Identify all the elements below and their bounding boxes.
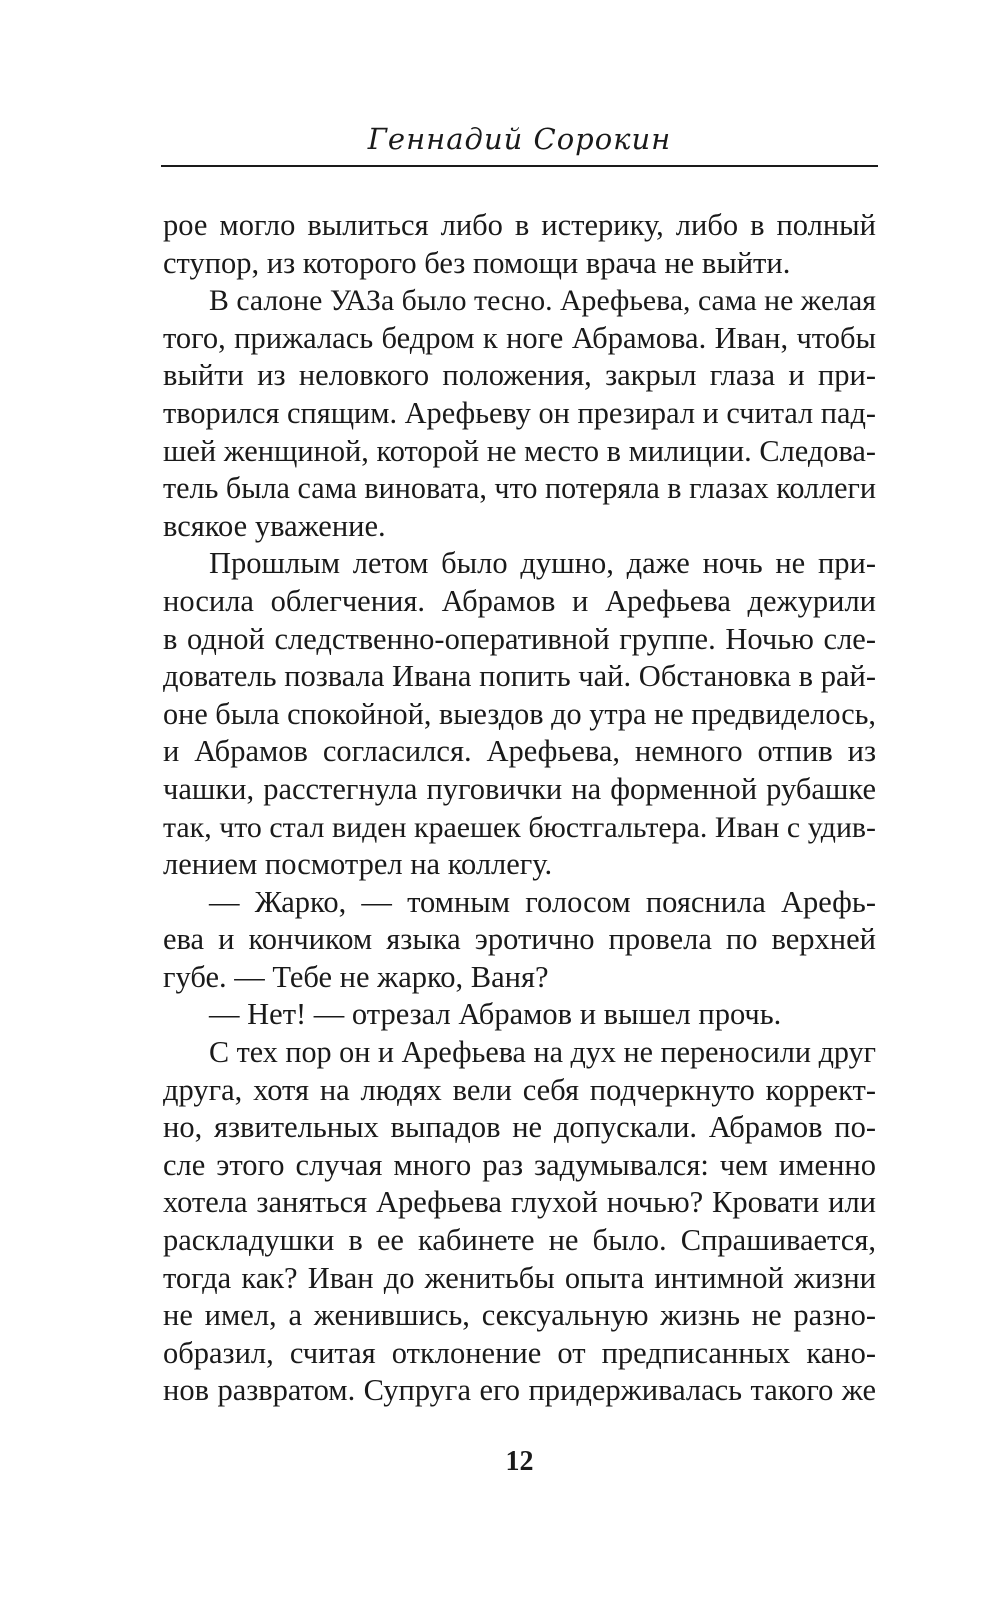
text-line: тель была сама виновата, что потеряла в глазах коллеги [163,471,876,506]
text-line: ева и кончиком языка эротично провела по верхней [163,922,876,957]
text-line: дователь позвала Ивана попить чай. Обстановка в рай- [163,659,876,694]
text-line: в одной следственно-оперативной группе. Ночью сле- [163,621,876,656]
body-text [163,207,876,1410]
text-line: выйти из неловкого положения, закрыл глаза и при- [163,358,876,393]
text-line: рое могло вылиться либо в истерику, либо в полный [163,208,876,242]
text-line: носила облегчения. Абрамов и Арефьева дежурили [163,583,876,618]
text-line: губе. — Тебе не жарко, Ваня? [163,959,549,994]
text-line: нов развратом. Супруга его придерживалась такого же [163,1373,876,1408]
text-line: В салоне УАЗа было тесно. Арефьева, сама не желая [209,284,876,318]
paragraph [163,545,876,883]
paragraph [163,996,876,1034]
text-line: так, что стал виден краешек бюстгальтера. Иван с удив- [163,810,876,844]
text-line: — Нет! — отрезал Абрамов и вышел прочь. [209,997,782,1032]
text-line: чашки, расстегнула пуговички на форменной рубашке [163,771,876,806]
text-line: образил, считая отклонение от предписанных кано- [163,1335,876,1370]
text-line: ступор, из которого без помощи врача не выйти. [163,245,791,280]
text-line: но, язвительных выпадов не допускали. Абрамов по- [163,1110,876,1145]
text-line: творился спящим. Арефьеву он презирал и считал пад- [163,395,876,430]
text-line: тогда как? Иван до женитьбы опыта интимной жизни [163,1260,876,1295]
text-line: лением посмотрел на коллегу. [163,847,553,882]
text-line: оне была спокойной, выездов до утра не предвиделось, [163,696,876,731]
text-line: не имел, а женившись, сексуальную жизнь не разно- [163,1298,876,1333]
paragraph [163,207,876,282]
page-number: 12 [505,1446,534,1477]
text-line: раскладушки в ее кабинете не было. Спрашивается, [163,1223,876,1258]
text-line: друга, хотя на людях вели себя подчеркнуто коррект- [163,1072,876,1107]
text-line: — Жарко, — томным голосом пояснила Арефь- [209,884,876,919]
running-head-author: Геннадий Сорокин [367,122,672,156]
text-line: Прошлым летом было душно, даже ночь не при- [209,546,876,581]
text-line: того, прижалась бедром к ноге Абрамова. Иван, чтобы [163,320,876,355]
text-line: хотела заняться Арефьева глухой ночью? Кровати или [163,1185,876,1220]
text-line: шей женщиной, которой не место в милиции. Следова- [163,433,876,468]
paragraph [163,884,876,997]
text-line: и Абрамов согласился. Арефьева, немного отпив из [163,734,876,769]
text-line: С тех пор он и Арефьева на дух не переносили друг [209,1035,876,1070]
text-line: сле этого случая много раз задумывался: чем именно [163,1147,876,1182]
text-line: всякое уважение. [163,508,386,543]
paragraph [163,1034,876,1410]
paragraph [163,282,876,545]
header-rule [161,165,878,167]
